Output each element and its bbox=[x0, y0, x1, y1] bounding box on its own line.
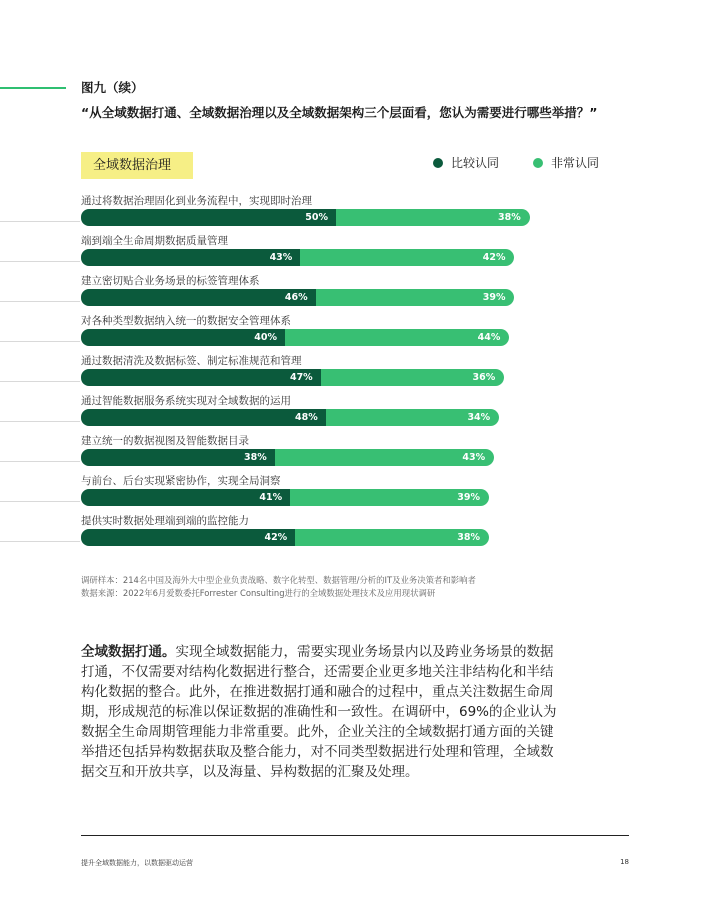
legend-label-dark: 比较认同 bbox=[451, 156, 500, 170]
bar-value-label-light: 43% bbox=[462, 452, 486, 463]
bar-row bbox=[81, 369, 504, 386]
bar-segment-dark bbox=[81, 289, 316, 306]
bar-value-label-light: 39% bbox=[482, 292, 506, 303]
footer-title: 提升全域数据能力，以数据驱动运营 bbox=[81, 859, 193, 867]
bar-segment-dark bbox=[81, 209, 336, 226]
bar-value-label-light: 38% bbox=[457, 532, 480, 543]
bar-segment-dark bbox=[81, 369, 321, 386]
bar-value-label-light: 34% bbox=[467, 412, 491, 423]
row-rule bbox=[0, 501, 80, 502]
row-rule bbox=[0, 421, 80, 422]
bar-row bbox=[81, 489, 489, 506]
row-rule bbox=[0, 301, 80, 302]
row-label: 端到端全生命周期数据质量管理 bbox=[81, 235, 228, 247]
row-rule bbox=[0, 541, 80, 542]
legend-dot-light bbox=[533, 158, 543, 168]
row-rule bbox=[0, 261, 80, 262]
bar-value-label-dark: 46% bbox=[284, 292, 308, 303]
footer-divider bbox=[81, 835, 629, 836]
legend-item-light bbox=[533, 154, 599, 171]
bar-segment-light bbox=[285, 329, 509, 346]
bar-value-label-dark: 42% bbox=[264, 532, 288, 543]
bar-value-label-light: 38% bbox=[498, 212, 521, 223]
bar-row bbox=[81, 449, 494, 466]
row-label: 建立密切贴合业务场景的标签管理体系 bbox=[81, 275, 260, 287]
bar-row bbox=[81, 289, 515, 306]
sample-note: 调研样本：214名中国及海外大中型企业负责战略、数字化转型、数据管理/分析的IT及业务决策者和影响者 bbox=[81, 575, 476, 585]
body-text: 实现全域数据能力，需要实现业务场景内以及跨业务场景的数据打通，不仅需要对结构化数据进行整合，还需要企业更多地关注非结构化和半结构化数据的整合。此外，在推进数据打通和融合的过程中，重点关注数据生命周期，形成规范的标准以保证数据的准确性和一致性。在调研中，69%的企业认为数据全生命周期管理能力非常重要。此外，企业关注的全域数据打通方面的关键举措还包括异构数据获取及整合能力，对不同类型数据进行处理和管理，全域数据交互和开放共享，以及海量、异构数据的汇聚及处理。 bbox=[81, 644, 557, 780]
bar-segment-dark bbox=[81, 409, 326, 426]
notes bbox=[81, 574, 476, 600]
row-rule bbox=[0, 461, 80, 462]
bar-value-label-dark: 50% bbox=[305, 212, 328, 223]
bar-value-label-dark: 43% bbox=[269, 252, 293, 263]
bar-value-label-light: 36% bbox=[472, 372, 496, 383]
page-number: 18 bbox=[620, 858, 629, 866]
bar-value-label-light: 39% bbox=[457, 492, 480, 503]
row-label: 提供实时数据处理端到端的监控能力 bbox=[81, 515, 249, 527]
source-note: 数据来源：2022年6月爱数委托Forrester Consulting进行的全域数据处理技术及应用现状调研 bbox=[81, 588, 436, 598]
bar-row bbox=[81, 529, 489, 546]
bar-value-label-light: 44% bbox=[477, 332, 501, 343]
bar-segment-dark bbox=[81, 249, 300, 266]
bar-row bbox=[81, 249, 515, 266]
bar-segment-light bbox=[275, 449, 494, 466]
legend-label-light: 非常认同 bbox=[551, 156, 600, 170]
legend-dot-dark bbox=[433, 158, 443, 168]
row-rule bbox=[0, 341, 80, 342]
row-label: 与前台、后台实现紧密协作，实现全局洞察 bbox=[81, 475, 281, 487]
body-lead: 全域数据打通。 bbox=[81, 644, 176, 660]
accent-line bbox=[0, 87, 66, 89]
bar-value-label-dark: 40% bbox=[254, 332, 277, 343]
bar-segment-dark bbox=[81, 529, 295, 546]
row-label: 建立统一的数据视图及智能数据目录 bbox=[81, 435, 249, 447]
bar-value-label-dark: 38% bbox=[244, 452, 267, 463]
bar-value-label-dark: 47% bbox=[289, 372, 313, 383]
row-label: 通过智能数据服务系统实现对全域数据的运用 bbox=[81, 395, 291, 407]
bar-row bbox=[81, 329, 509, 346]
row-rule bbox=[0, 221, 80, 222]
bar-value-label-light: 42% bbox=[482, 252, 506, 263]
bar-value-label-dark: 48% bbox=[295, 412, 318, 423]
row-rule bbox=[0, 381, 80, 382]
row-label: 通过将数据治理固化到业务流程中，实现即时治理 bbox=[81, 195, 312, 207]
bar-value-label-dark: 41% bbox=[259, 492, 283, 503]
question-text: “从全域数据打通、全域数据治理以及全域数据架构三个层面看，您认为需要进行哪些举措？” bbox=[81, 105, 598, 120]
bar-row bbox=[81, 209, 530, 226]
legend-item-dark bbox=[433, 154, 499, 171]
section-tag: 全域数据治理 bbox=[81, 152, 193, 179]
figure-title: 图九（续） bbox=[81, 80, 144, 95]
body-paragraph bbox=[81, 642, 561, 782]
bar-row bbox=[81, 409, 499, 426]
row-label: 对各种类型数据纳入统一的数据安全管理体系 bbox=[81, 315, 291, 327]
row-label: 通过数据清洗及数据标签、制定标准规范和管理 bbox=[81, 355, 302, 367]
